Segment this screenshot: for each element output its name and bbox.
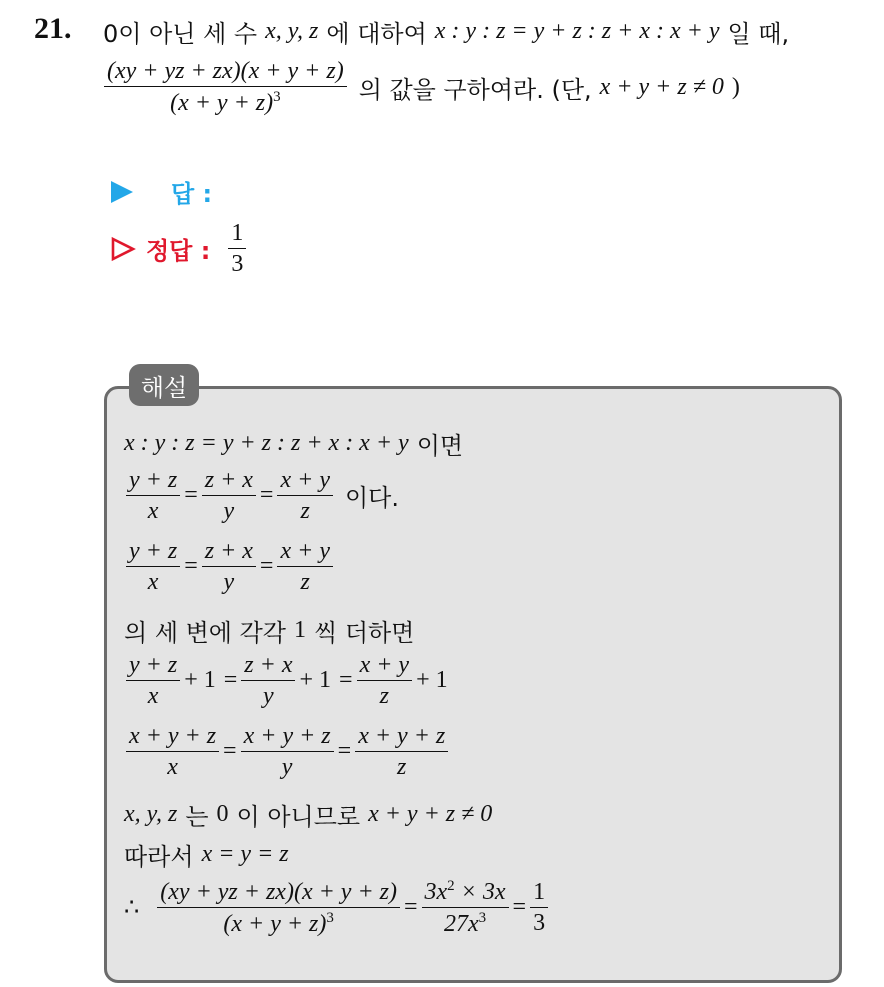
fraction-yz-over-x-2: $\frac{y + z}{x}$	[126, 538, 180, 596]
explanation-tag: 해설	[129, 364, 199, 406]
explanation-text-1: 이면	[416, 432, 464, 460]
fraction-sum-over-x: $\frac{x + y + z}{x}$	[126, 723, 219, 781]
explanation-line-4	[124, 613, 414, 648]
correct-answer-denominator: 3	[231, 251, 244, 278]
explanation-condition: x + y + z ≠ 0	[368, 801, 493, 827]
correct-answer-fraction	[228, 220, 246, 278]
explanation-line-5: $\frac{y + z}{x}$ + 1 = $\frac{z + x}{y}$ + 1 = $\frac{x + y}{z}$ + 1	[122, 652, 448, 710]
question-text-mid: 에 대하여	[326, 20, 427, 48]
fraction-sum-over-z: $\frac{x + y + z}{z}$	[355, 723, 448, 781]
fraction-zx-over-y: $\frac{z + x}{y}$	[202, 467, 256, 525]
explanation-one: 1	[294, 617, 306, 643]
question-fraction-denominator: $(x + y + z)^3$	[170, 89, 281, 117]
explanation-equality: x = y = z	[201, 841, 289, 867]
explanation-text-2: 이다.	[344, 484, 399, 513]
answer-row	[111, 174, 212, 209]
explanation-zero: 0	[216, 801, 229, 827]
question-close-paren: )	[731, 73, 740, 100]
question-text-2: 의 값을 구하여라. (단,	[358, 75, 592, 104]
question-fraction-numerator: (xy + yz + zx)(x + y + z)	[104, 58, 347, 87]
fraction-zx-over-y-2: $\frac{z + x}{y}$	[202, 538, 256, 596]
therefore-symbol: ∴	[124, 895, 140, 922]
fraction-yz-over-x-3: $\frac{y + z}{x}$	[126, 652, 180, 710]
fraction-xy-over-z-2: $\frac{x + y}{z}$	[277, 538, 333, 596]
fraction-yz-over-x: $\frac{y + z}{x}$	[126, 467, 180, 525]
fraction-xy-over-z: $\frac{x + y}{z}$	[277, 467, 333, 525]
question-text-start: 0이 아닌 세 수	[103, 20, 258, 48]
question-line-1	[103, 14, 789, 49]
explanation-line-9: ∴ $\frac{(xy + yz + zx)(x + y + z)}{(x + y + z)^3}$ = $\frac{3x^2 \times 3x}{27x^3}$ = $\frac{1}{3}$	[124, 878, 552, 938]
outline-triangle-icon	[110, 236, 136, 262]
explanation-line-2: $\frac{y + z}{x}$ = $\frac{z + x}{y}$ = $\frac{x + y}{z}$ 이다.	[122, 467, 399, 525]
simplified-fraction: $\frac{3x^2 \times 3x}{27x^3}$	[422, 878, 509, 938]
explanation-line-6: $\frac{x + y + z}{x}$ = $\frac{x + y + z}{y}$ = $\frac{x + y + z}{z}$	[122, 723, 452, 781]
explanation-vars: x, y, z	[124, 801, 178, 827]
explanation-text-7b: 이 아니므로	[236, 803, 361, 831]
fraction-sum-over-y: $\frac{x + y + z}{y}$	[241, 723, 334, 781]
explanation-text-7: 는	[185, 803, 209, 831]
question-vars: x, y, z	[265, 18, 319, 44]
explanation-line-8	[124, 837, 289, 872]
correct-answer-row	[110, 220, 250, 278]
explanation-line-3: $\frac{y + z}{x}$ = $\frac{z + x}{y}$ = $\frac{x + y}{z}$	[122, 538, 337, 596]
question-ratio: x : y : z = y + z : z + x : x + y	[434, 18, 720, 44]
correct-answer-numerator: 1	[228, 220, 246, 249]
explanation-text-4b: 씩 더하면	[314, 619, 415, 647]
play-triangle-icon	[111, 181, 133, 203]
explanation-line-7	[124, 797, 492, 832]
final-fraction: $\frac{(xy + yz + zx)(x + y + z)}{(x + y + z)^3}$	[157, 879, 400, 938]
fraction-xy-over-z-3: $\frac{x + y}{z}$	[357, 652, 413, 710]
question-condition: x + y + z ≠ 0	[599, 73, 724, 100]
question-number: 21.	[34, 12, 72, 45]
explanation-ratio: x : y : z = y + z : z + x : x + y	[124, 430, 409, 456]
explanation-text-4: 의 세 변에 각각	[124, 619, 286, 647]
answer-label: 답 :	[171, 180, 213, 208]
correct-answer-label: 정답 :	[146, 237, 211, 266]
fraction-zx-over-y-3: $\frac{z + x}{y}$	[241, 652, 295, 710]
question-text-end: 일 때,	[727, 20, 790, 48]
question-fraction	[104, 58, 347, 117]
result-fraction: $\frac{1}{3}$	[530, 879, 548, 937]
explanation-text-8: 따라서	[124, 843, 194, 871]
question-line-2	[100, 58, 740, 117]
explanation-line-1	[124, 426, 463, 461]
